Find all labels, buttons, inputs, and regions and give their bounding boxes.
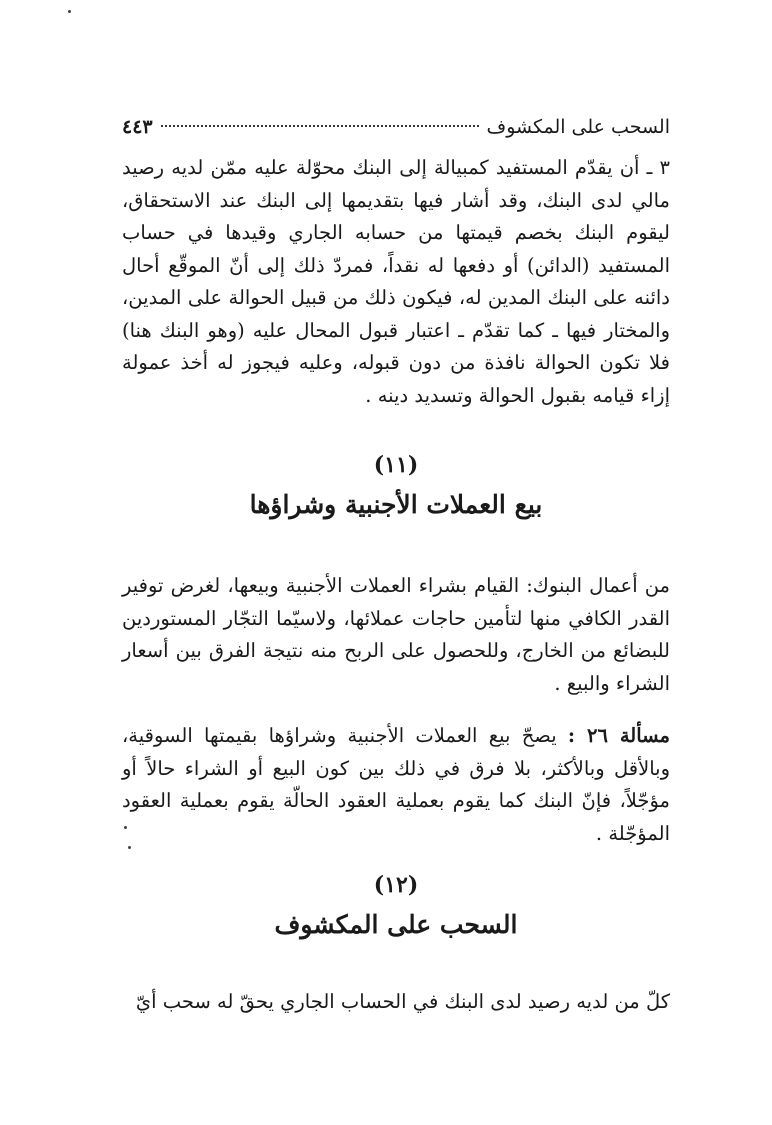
- section-title-foreign-currency: بيع العملات الأجنبية وشراؤها: [249, 490, 543, 519]
- section-number-11: (١١): [373, 452, 419, 478]
- scan-speck: [124, 826, 127, 829]
- running-header: [122, 116, 670, 146]
- scan-speck: [68, 10, 71, 13]
- section-number-12: (١٢): [373, 872, 419, 898]
- paragraph-overdraft: كلّ من لديه رصيد لدى البنك في الحساب الجاري يحقّ له سحب أيّ: [135, 990, 670, 1013]
- dot-leader: [161, 125, 479, 127]
- issue-text: يصحّ بيع العملات الأجنبية وشراؤها بقيمتها السوقية، وبالأقل وبالأكثر، بلا فرق في ذلك بين كون البيع أو الشراء حالاً أو مؤجّلاً، فإنّ البنك كما يقوم بعملية العقود الحالّة يقوم بعملية العقود المؤجّلة .: [122, 724, 670, 845]
- section-title-overdraft: السحب على المكشوف: [274, 910, 518, 939]
- paragraph-bank-works: من أعمال البنوك: القيام بشراء العملات الأجنبية وبيعها، لغرض توفير القدر الكافي منها لتأمين حاجات عملائها، ولاسيّما التجّار المستوردين للبضائع من الخارج، وللحصول على الربح منه نتيجة الفرق بين أسعار الشراء والبيع .: [122, 574, 670, 695]
- paragraph-issue-26: [122, 720, 670, 850]
- header-title: السحب على المكشوف: [486, 116, 670, 138]
- page-number: ٤٤٣: [122, 116, 153, 138]
- scan-speck: [128, 846, 131, 849]
- paragraph-bank-bill: ٣ ـ أن يقدّم المستفيد كمبيالة إلى البنك محوّلة عليه ممّن لديه رصيد مالي لدى البنك، وقد أشار فيها بتقديمها إلى البنك عند الاستحقاق، ليقوم البنك بخصم قيمتها من حسابه الجاري وقيدها في حساب المستفيد (الدائن) أو دفعها له نقداً، فمردّ ذلك إلى أنّ الموقّع أحال دائنه على البنك المدين له، فيكون ذلك من قبيل الحوالة على المدين، والمختار فيها ـ كما تقدّم ـ اعتبار قبول المحال عليه (وهو البنك هنا) فلا تكون الحوالة نافذة من دون قبوله، وعليه فيجوز له أخذ عمولة إزاء قيامه بقبول الحوالة وتسديد دينه .: [122, 156, 670, 407]
- issue-label: مسألة ٢٦ :: [567, 724, 671, 747]
